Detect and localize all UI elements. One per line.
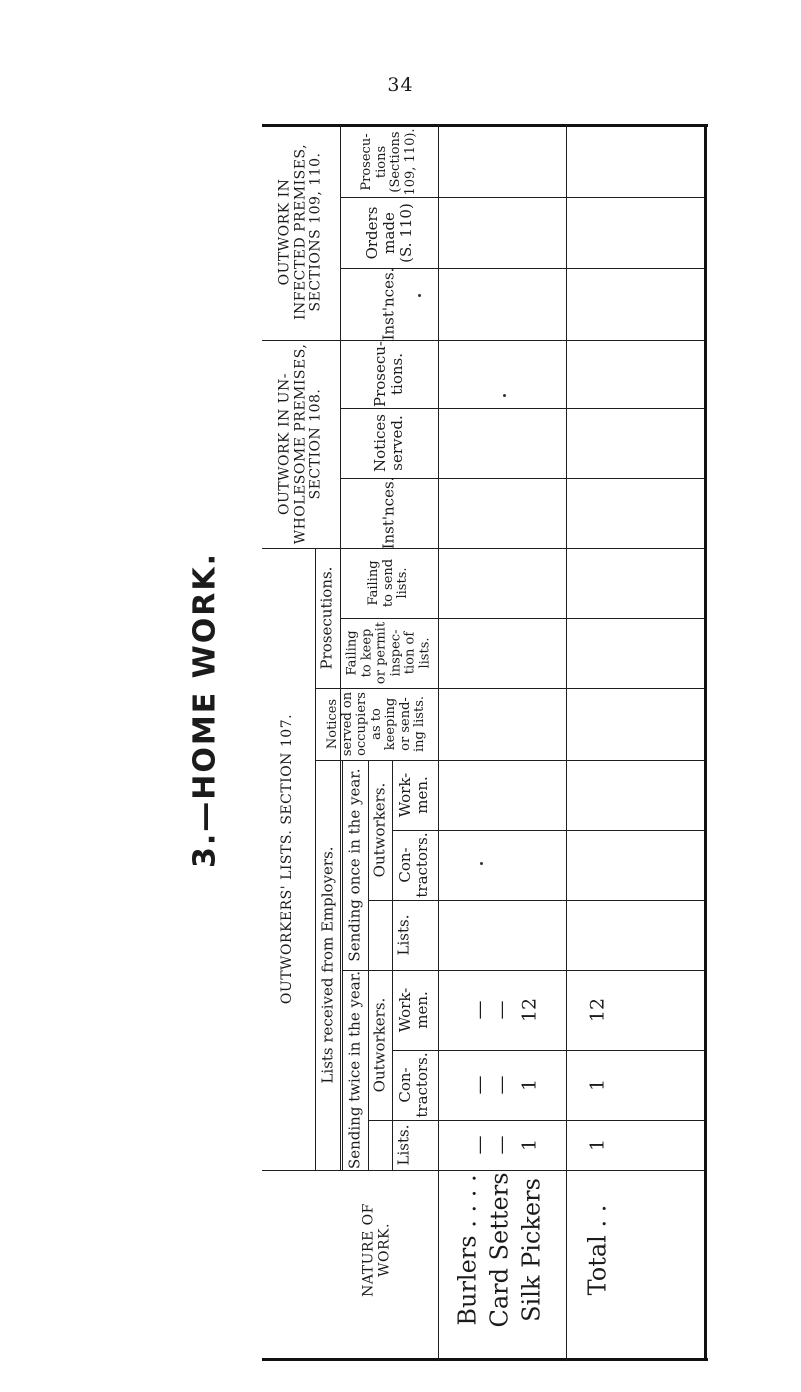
rule-107-prosec-bottom [315,688,704,689]
section-108-prosecutions-header: Prosecu- tions. [371,341,406,407]
section-108-title: OUTWORK IN UN- WHOLESOME PREMISES, SECTION 108. [276,343,324,545]
cell-cardsetters-twice-contractors: — [490,1075,513,1095]
twice-contractors-header: Con- tractors. [396,1052,431,1118]
nature-of-work-header: NATURE OF WORK. [360,1203,392,1297]
cell-burlers-twice-contractors: — [468,1075,491,1095]
cell-total-twice-workmen: 12 [586,997,609,1023]
cell-silkpickers-twice-contractors: 1 [518,1078,541,1092]
section-109-instances-header: Inst'nces. [379,267,398,341]
rule-107-worker-cols [392,760,393,1170]
cell-total-twice-lists: 1 [586,1138,609,1152]
stray-dot [480,862,483,865]
once-contractors-header: Con- tractors. [396,832,431,898]
rule-section-107-nature [262,1170,704,1171]
rule-107-once-twice [342,970,704,971]
cell-total-twice-contractors: 1 [586,1078,609,1092]
stray-dot [503,394,506,397]
page-number: 34 [387,74,414,96]
section-107-failing-keep-header: Failing to keep or permit inspec- tion of lists. [344,621,433,685]
rule-107-twice-b [368,1120,704,1121]
twice-outworkers-header: Outworkers. [370,997,389,1093]
row-label-burlers: Burlers . . . . [453,1174,482,1326]
section-107-failing-send-header: Failing to send lists. [366,558,411,608]
table-bottom-rule [262,1358,708,1361]
stray-dot [418,294,421,297]
cell-silkpickers-twice-lists: 1 [518,1138,541,1152]
cell-cardsetters-twice-workmen: — [490,1000,513,1020]
rule-body-total [566,124,567,1361]
section-107-prosecutions-group: Prosecutions. [317,566,336,670]
rule-107-once-b [368,900,704,901]
twice-heading: Sending twice in the year. [345,970,364,1170]
section-108-instances-header: Inst'nces. [379,476,398,550]
rule-107-prosec-split [340,618,704,619]
rule-section-109-108 [262,340,704,341]
twice-workmen-header: Work- men. [396,987,431,1033]
section-107-title: OUTWORKERS' LISTS. SECTION 107. [279,713,296,1005]
cell-burlers-twice-lists: — [468,1135,491,1155]
rule-107-sending [342,760,343,1170]
cell-cardsetters-twice-lists: — [490,1135,513,1155]
rule-107-outworkers [368,760,369,1170]
row-label-card-setters: Card Setters [485,1172,514,1328]
rule-header-body [438,124,439,1361]
once-lists-header: Lists. [394,914,413,956]
rule-107-lists-group [315,548,316,1170]
cell-burlers-twice-workmen: — [468,1000,491,1020]
once-heading: Sending once in the year. [345,768,364,962]
section-108-notices-header: Notices served. [371,414,406,472]
rule-section-108-107 [262,548,704,549]
rule-109-a [340,197,704,198]
once-workmen-header: Work- men. [396,772,431,818]
section-109-title: OUTWORK IN INFECTED PREMISES, SECTIONS 109, 110. [276,143,324,321]
cell-silkpickers-twice-workmen: 12 [518,997,541,1023]
section-109-orders-header: Orders made (S. 110) [362,203,415,263]
once-outworkers-header: Outworkers. [370,782,389,878]
row-label-total: Total . . [583,1204,612,1296]
section-107-lists-received-group: Lists received from Employers. [318,846,337,1084]
twice-lists-header: Lists. [394,1124,413,1166]
section-107-notices-header: Notices served on occupiers as to keeping or send- ing lists. [325,691,428,757]
table-top-rule [262,124,708,127]
rule-108-a [340,408,704,409]
rule-107-notices-bottom [315,760,704,761]
section-109-prosecutions-header: Prosecu- tions (Sections 109, 110). [358,128,418,196]
side-title: 3.—HOME WORK. [187,551,223,869]
row-label-silk-pickers: Silk Pickers [517,1178,546,1322]
table-right-rule [704,124,707,1361]
rule-sub-headers [340,124,341,1170]
